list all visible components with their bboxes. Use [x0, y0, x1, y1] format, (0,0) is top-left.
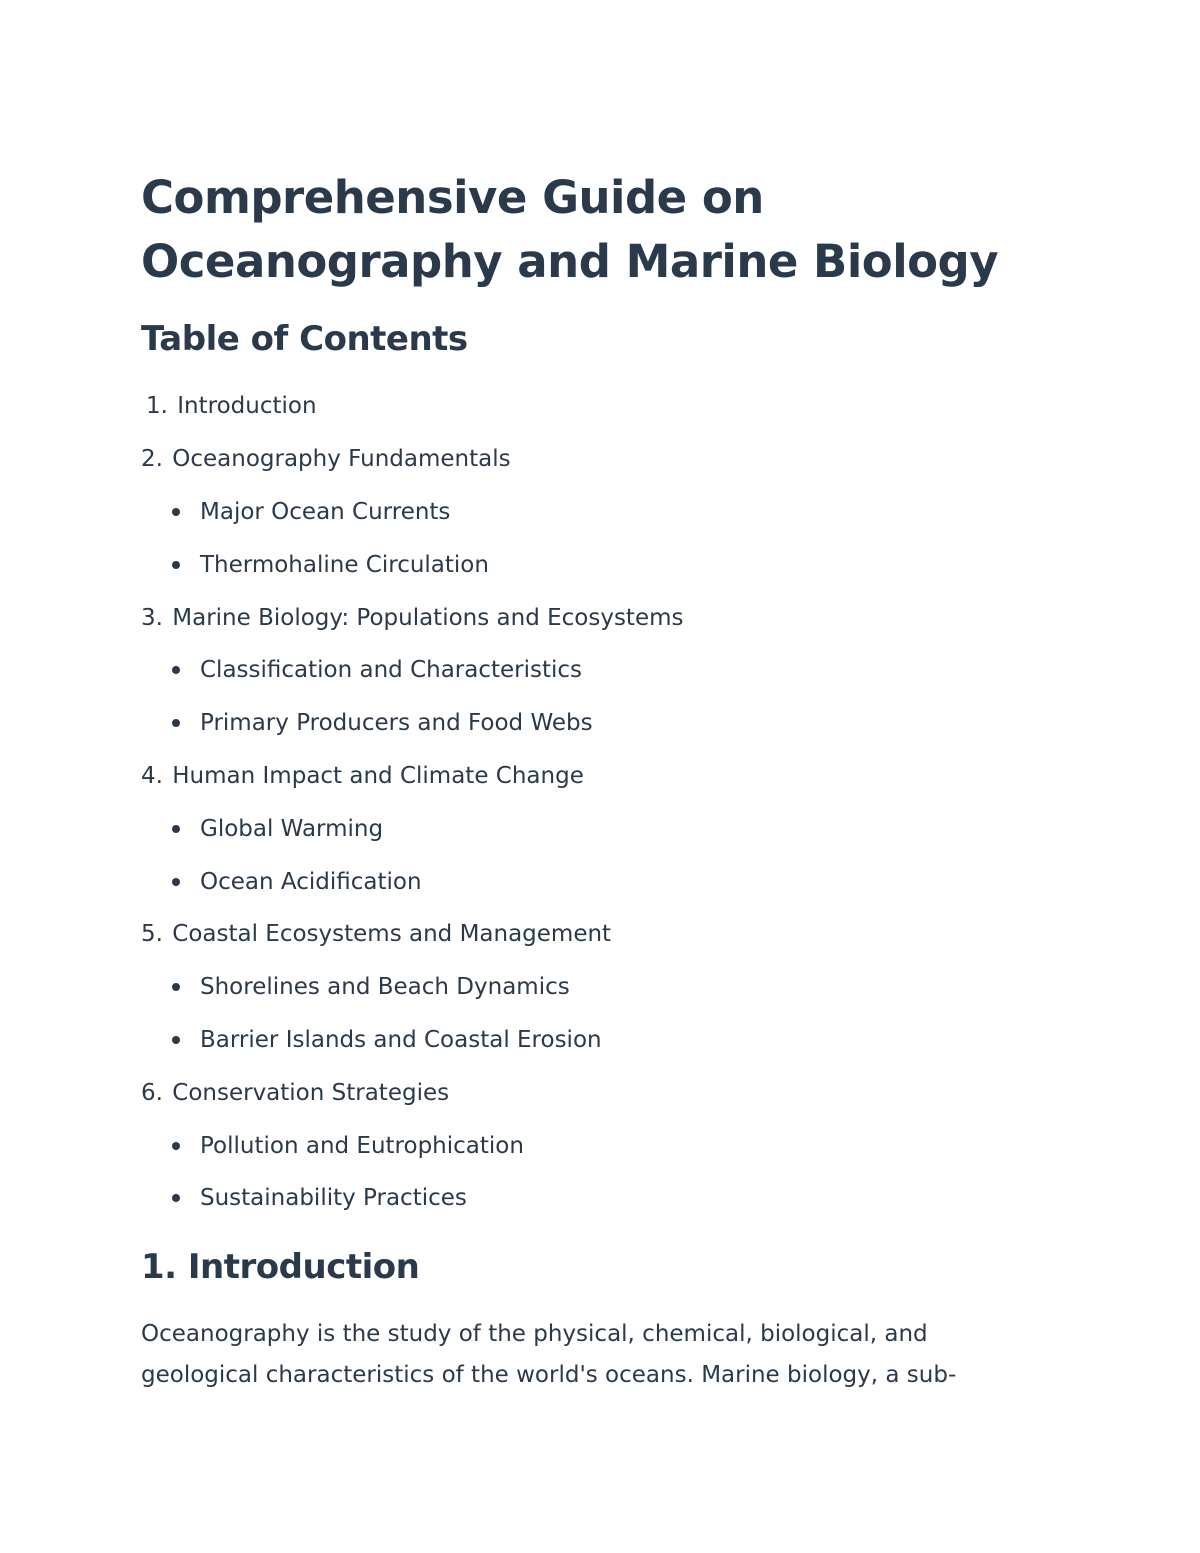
toc-item-label: Introduction	[177, 393, 317, 420]
toc-subitem	[141, 855, 684, 908]
toc-subitem	[141, 1119, 684, 1172]
toc-item	[141, 433, 684, 486]
toc-item-number: 6.	[141, 1079, 163, 1106]
toc-item-label: Conservation Strategies	[172, 1079, 450, 1106]
bullet-icon	[172, 1194, 180, 1202]
introduction-paragraph: Oceanography is the study of the physical, chemical, biological, and geological characteristics of the world's oceans. Marine biology, a sub-	[141, 1321, 957, 1388]
toc-subitem	[141, 697, 684, 750]
toc-subitem-label: Barrier Islands and Coastal Erosion	[200, 1026, 602, 1053]
toc-item-number: 5.	[141, 921, 163, 948]
toc-subitem-label: Shorelines and Beach Dynamics	[200, 974, 570, 1001]
toc-subitem	[141, 1014, 684, 1067]
toc-subitem-label: Primary Producers and Food Webs	[200, 710, 593, 737]
bullet-icon	[172, 1036, 180, 1044]
bullet-icon	[172, 719, 180, 727]
toc-subitem	[141, 802, 684, 855]
toc-subitem	[141, 961, 684, 1014]
bullet-icon	[172, 983, 180, 991]
bullet-icon	[172, 561, 180, 569]
toc-subitem-label: Global Warming	[200, 815, 384, 842]
toc-item-number: 3.	[141, 604, 163, 631]
toc-heading: Table of Contents	[141, 319, 468, 359]
toc-subitem-label: Thermohaline Circulation	[200, 551, 489, 578]
toc-subitem-label: Classification and Characteristics	[200, 657, 583, 684]
section-heading-introduction: 1. Introduction	[141, 1247, 420, 1287]
bullet-icon	[172, 878, 180, 886]
document-title: Comprehensive Guide on Oceanography and Marine Biology	[141, 171, 999, 288]
toc-item	[141, 380, 684, 433]
toc-item-label: Coastal Ecosystems and Management	[172, 921, 612, 948]
toc-subitem-label: Pollution and Eutrophication	[200, 1132, 524, 1159]
toc-item-label: Oceanography Fundamentals	[172, 446, 511, 473]
toc-subitem-label: Ocean Acidification	[200, 868, 422, 895]
toc-item	[141, 591, 684, 644]
toc-item	[141, 908, 684, 961]
bullet-icon	[172, 825, 180, 833]
bullet-icon	[172, 1142, 180, 1150]
toc-subitem	[141, 486, 684, 539]
toc-item-number: 4.	[141, 762, 163, 789]
toc-subitem-label: Major Ocean Currents	[200, 498, 451, 525]
toc-item-label: Human Impact and Climate Change	[172, 762, 584, 789]
toc-item	[141, 1066, 684, 1119]
toc-subitem-label: Sustainability Practices	[200, 1185, 467, 1212]
bullet-icon	[172, 508, 180, 516]
toc-subitem	[141, 538, 684, 591]
toc-item	[141, 750, 684, 803]
bullet-icon	[172, 666, 180, 674]
table-of-contents	[141, 380, 684, 1225]
toc-item-label: Marine Biology: Populations and Ecosystems	[172, 604, 684, 631]
toc-subitem	[141, 644, 684, 697]
toc-item-number: 1.	[146, 393, 168, 420]
toc-subitem	[141, 1172, 684, 1225]
toc-item-number: 2.	[141, 446, 163, 473]
